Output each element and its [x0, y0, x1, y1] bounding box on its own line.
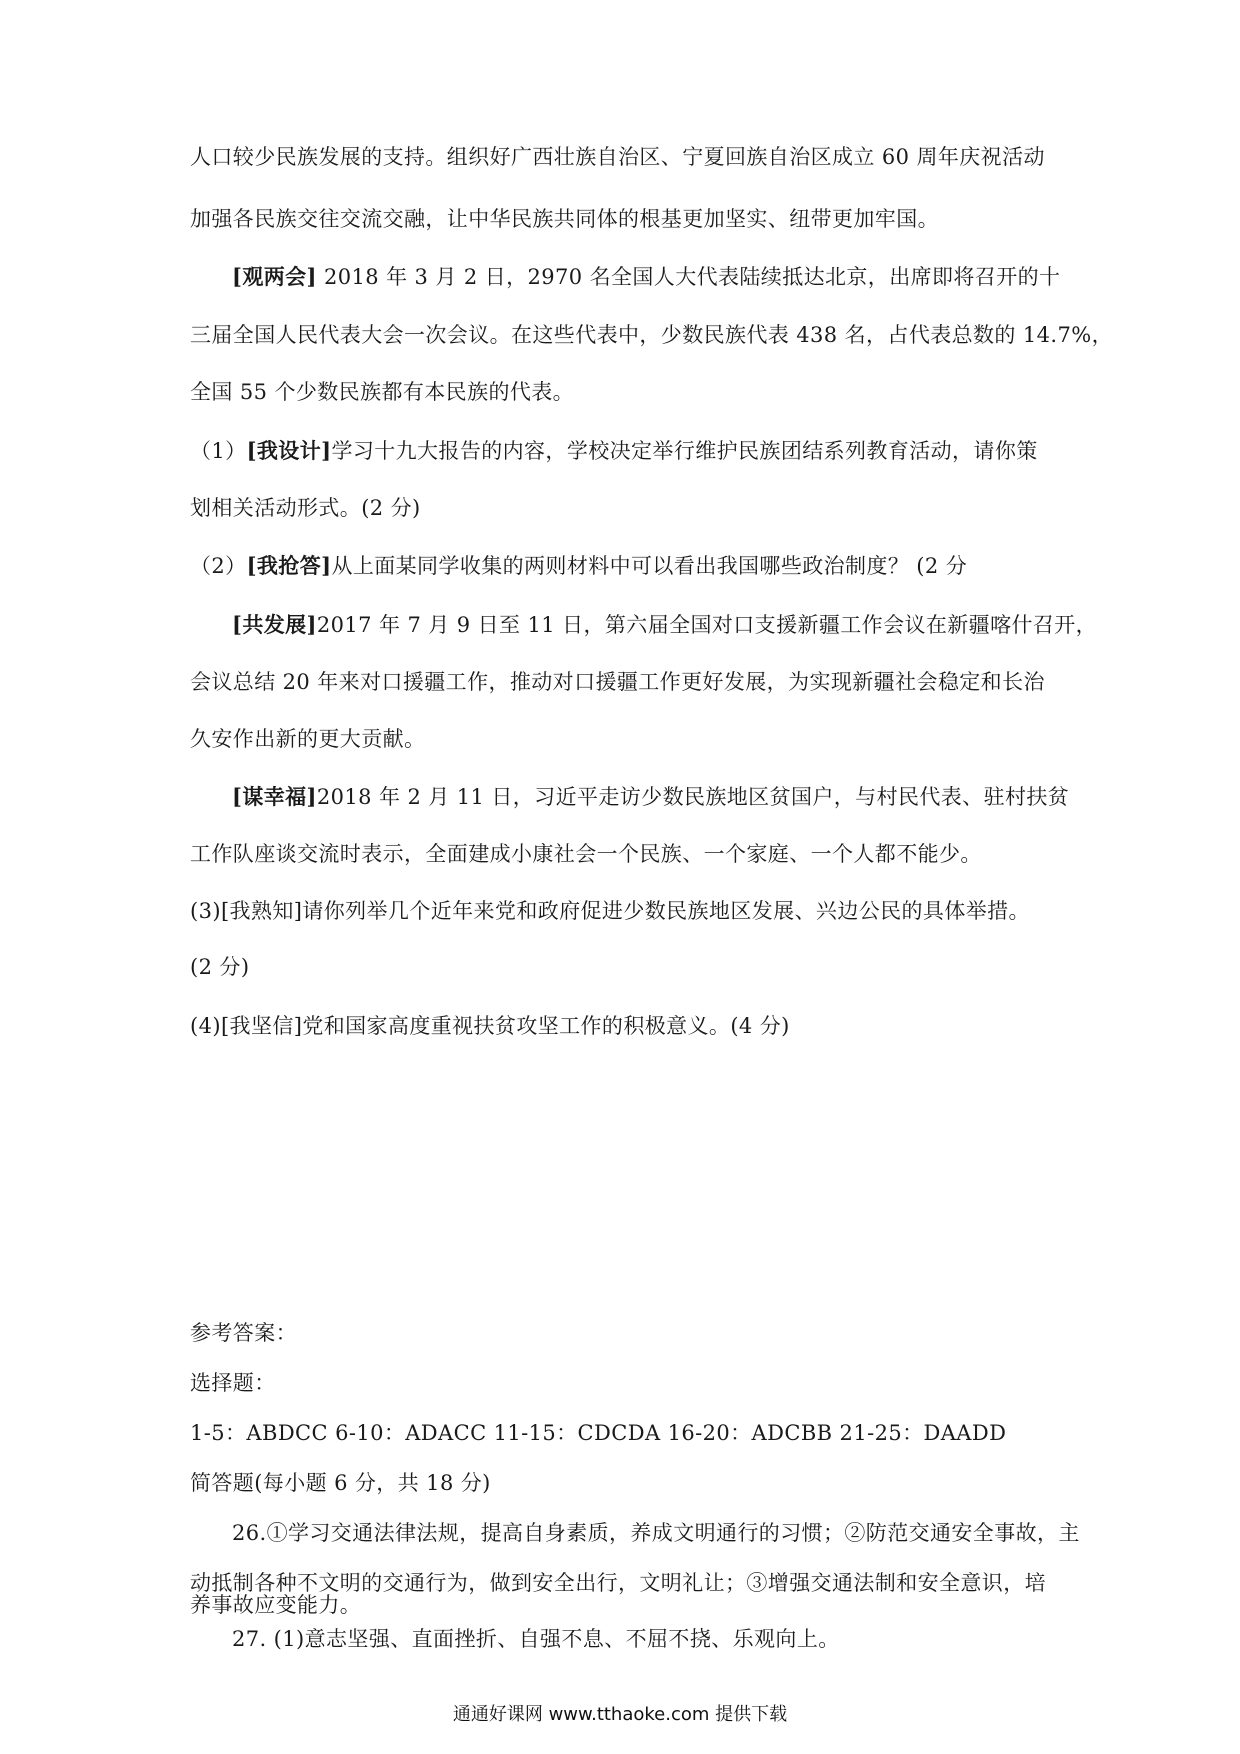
question-1-tag: [我设计]: [246, 438, 332, 463]
answer-26-line-2: 动抵制各种不文明的交通行为，做到安全出行，文明礼让；③增强交通法制和安全意识，培: [190, 1571, 1046, 1595]
guan-liang-hui-line-3: 全国 55 个少数民族都有本民族的代表。: [190, 380, 575, 404]
question-4-line-1: (4)[我坚信]党和国家高度重视扶贫攻坚工作的积极意义。(4 分): [190, 1014, 790, 1038]
mou-xing-fu-text-1: 2018 年 2 月 11 日，习近平走访少数民族地区贫国户，与村民代表、驻村扶贫: [316, 785, 1070, 809]
guan-liang-hui-tag: [观两会]: [232, 264, 317, 289]
gong-fa-zhan-line-3: 久安作出新的更大贡献。: [190, 727, 426, 751]
gong-fa-zhan-tag: [共发展]: [232, 612, 317, 637]
question-2-tag: [我抢答]: [246, 553, 332, 578]
guan-liang-hui-text-1: 2018 年 3 月 2 日，2970 名全国人大代表陆续抵达北京，出席即将召开的十: [316, 265, 1061, 289]
page-footer: 通通好课网 www.tthaoke.com 提供下载: [452, 1704, 788, 1725]
mou-xing-fu-line-1: [232, 782, 1069, 812]
question-1-line-1: [190, 436, 1038, 466]
intro-line-1: 人口较少民族发展的支持。组织好广西壮族自治区、宁夏回族自治区成立 60 周年庆祝活动: [190, 145, 1045, 169]
answer-26-line-1: 26.①学习交通法律法规，提高自身素质，养成文明通行的习惯；②防范交通安全事故，主: [232, 1521, 1080, 1545]
answer-26-line-3: 养事故应变能力。: [190, 1593, 362, 1617]
choice-heading: 选择题：: [190, 1371, 276, 1395]
guan-liang-hui-line-2: 三届全国人民代表大会一次会议。在这些代表中，少数民族代表 438 名，占代表总数的 14.7%，: [190, 323, 1114, 347]
question-3-line-2: (2 分): [190, 955, 250, 979]
gong-fa-zhan-line-1: [232, 610, 1097, 640]
question-1-number: （1）: [190, 439, 247, 463]
mou-xing-fu-tag: [谋幸福]: [232, 784, 317, 809]
gong-fa-zhan-line-2: 会议总结 20 年来对口援疆工作，推动对口援疆工作更好发展，为实现新疆社会稳定和长治: [190, 670, 1045, 694]
guan-liang-hui-line-1: [232, 262, 1060, 292]
question-3-line-1: (3)[我熟知]请你列举几个近年来党和政府促进少数民族地区发展、兴边公民的具体举措。: [190, 899, 1030, 923]
short-answer-heading: 简答题(每小题 6 分，共 18 分): [190, 1471, 491, 1495]
question-2-line: [190, 551, 967, 581]
question-1-text-1: 学习十九大报告的内容，学校决定举行维护民族团结系列教育活动，请你策: [331, 439, 1038, 463]
choice-answers: 1-5：ABDCC 6-10：ADACC 11-15：CDCDA 16-20：ADCBB 21-25：DAADD: [190, 1421, 1007, 1445]
mou-xing-fu-line-2: 工作队座谈交流时表示，全面建成小康社会一个民族、一个家庭、一个人都不能少。: [190, 842, 982, 866]
intro-line-2: 加强各民族交往交流交融，让中华民族共同体的根基更加坚实、纽带更加牢国。: [190, 207, 939, 231]
answer-27-line-1: 27. (1)意志坚强、直面挫折、自强不息、不屈不挠、乐观向上。: [232, 1627, 840, 1651]
question-2-number: （2）: [190, 554, 247, 578]
question-1-line-2: 划相关活动形式。(2 分): [190, 496, 421, 520]
question-2-text: 从上面某同学收集的两则材料中可以看出我国哪些政治制度？ (2 分: [331, 554, 968, 578]
gong-fa-zhan-text-1: 2017 年 7 月 9 日至 11 日，第六届全国对口支援新疆工作会议在新疆喀什召开，: [316, 613, 1098, 637]
answers-heading: 参考答案：: [190, 1321, 297, 1345]
